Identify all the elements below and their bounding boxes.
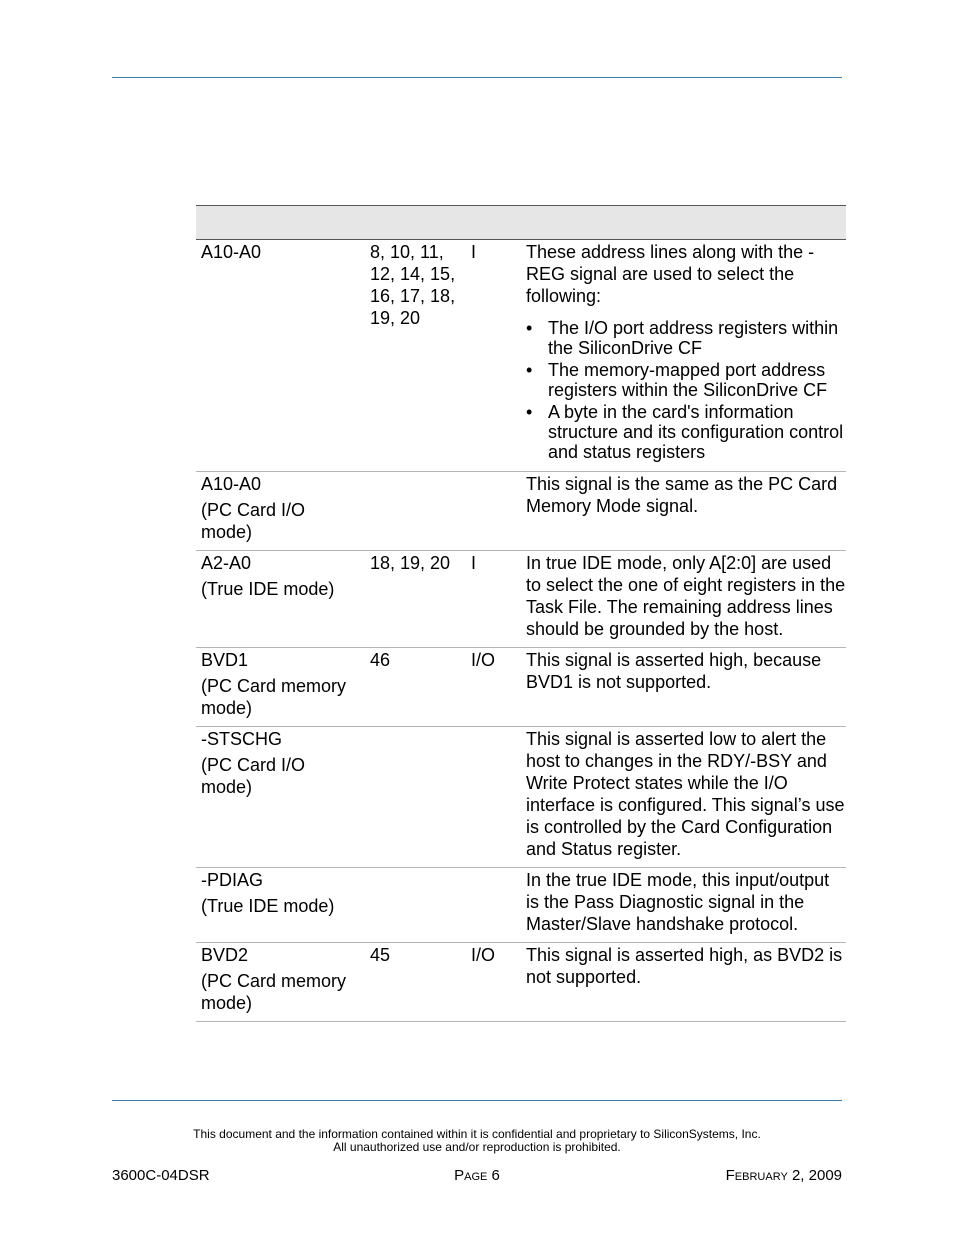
header-cell-pin bbox=[365, 206, 466, 240]
description-text: In the true IDE mode, this input/output is the Pass Diagnostic signal in the Master/Slave handshake protocol. bbox=[526, 870, 830, 934]
description-cell bbox=[521, 868, 846, 943]
pin-cell bbox=[365, 472, 466, 551]
signal-name: -STSCHG bbox=[201, 729, 282, 749]
signal-name: A10-A0 bbox=[201, 242, 262, 262]
signal-cell bbox=[196, 648, 365, 727]
page-number: Page 6 bbox=[454, 1167, 500, 1184]
pin-cell: 45 bbox=[365, 943, 466, 1022]
list-item: • The I/O port address registers within the SiliconDrive CF bbox=[526, 318, 846, 358]
pin-cell: 46 bbox=[365, 648, 466, 727]
table-row bbox=[196, 648, 846, 727]
signal-name: -PDIAG bbox=[201, 870, 264, 890]
notice-line: This document and the information contained within it is confidential and proprietary to SiliconSystems, Inc. bbox=[193, 1127, 761, 1141]
list-item: • The memory-mapped port address registers within the SiliconDrive CF bbox=[526, 360, 846, 400]
signal-cell bbox=[196, 943, 365, 1022]
description-cell bbox=[521, 943, 846, 1022]
signal-name: A2-A0 bbox=[201, 553, 252, 573]
signal-cell bbox=[196, 551, 365, 648]
signal-name: BVD1 bbox=[201, 650, 249, 670]
table-header-row bbox=[196, 206, 846, 240]
type-cell bbox=[466, 868, 521, 943]
header-cell-signal bbox=[196, 206, 365, 240]
signal-cell bbox=[196, 472, 365, 551]
description-text: This signal is asserted low to alert the host to changes in the RDY/-BSY and Write Protect states while the I/O interface is configured. This signal’s use is controlled by the Card Configuration and Status register. bbox=[526, 729, 845, 859]
table-row bbox=[196, 943, 846, 1022]
type-cell: I bbox=[466, 240, 521, 472]
pin-cell bbox=[365, 727, 466, 868]
description-text: This signal is the same as the PC Card Memory Mode signal. bbox=[526, 474, 838, 516]
description-cell bbox=[521, 472, 846, 551]
table-row bbox=[196, 240, 846, 472]
table-row bbox=[196, 868, 846, 943]
pin-cell bbox=[365, 868, 466, 943]
header-cell-description bbox=[521, 206, 846, 240]
type-cell: I/O bbox=[466, 648, 521, 727]
type-cell: I bbox=[466, 551, 521, 648]
description-text: This signal is asserted high, as BVD2 is not supported. bbox=[526, 945, 843, 987]
type-cell: I/O bbox=[466, 943, 521, 1022]
description-text: In true IDE mode, only A[2:0] are used to select the one of eight registers in the Task File. The remaining address lines should be grounded by the host. bbox=[526, 553, 846, 639]
signal-name: A10-A0 bbox=[201, 474, 262, 494]
description-bullet-list bbox=[526, 318, 846, 462]
description-cell bbox=[521, 648, 846, 727]
table-body bbox=[196, 240, 846, 1022]
signal-mode: (True IDE mode) bbox=[201, 896, 335, 916]
signal-description-table bbox=[196, 205, 846, 1022]
signal-cell bbox=[196, 240, 365, 472]
description-cell bbox=[521, 727, 846, 868]
list-item: • A byte in the card's information structure and its configuration control and status registers bbox=[526, 402, 846, 462]
type-cell bbox=[466, 472, 521, 551]
description-text: This signal is asserted high, because BVD1 is not supported. bbox=[526, 650, 822, 692]
signal-cell bbox=[196, 868, 365, 943]
signal-name: BVD2 bbox=[201, 945, 249, 965]
signal-mode: (PC Card I/O mode) bbox=[201, 500, 306, 542]
description-cell bbox=[521, 240, 846, 472]
table-row bbox=[196, 472, 846, 551]
type-cell bbox=[466, 727, 521, 868]
pin-cell: 18, 19, 20 bbox=[365, 551, 466, 648]
table-row bbox=[196, 727, 846, 868]
pin-cell: 8, 10, 11, 12, 14, 15, 16, 17, 18, 19, 20 bbox=[365, 240, 466, 472]
notice-line: All unauthorized use and/or reproduction is prohibited. bbox=[333, 1140, 621, 1154]
description-cell bbox=[521, 551, 846, 648]
header-rule bbox=[112, 77, 842, 78]
confidentiality-notice bbox=[0, 1128, 954, 1154]
signal-cell bbox=[196, 727, 365, 868]
document-number: 3600C-04DSR bbox=[112, 1167, 210, 1184]
signal-mode: (PC Card I/O mode) bbox=[201, 755, 306, 797]
table-row bbox=[196, 551, 846, 648]
document-date: February 2, 2009 bbox=[725, 1167, 842, 1184]
signal-mode: (PC Card memory mode) bbox=[201, 676, 347, 718]
signal-mode: (PC Card memory mode) bbox=[201, 971, 347, 1013]
footer-rule bbox=[112, 1100, 842, 1101]
signal-mode: (True IDE mode) bbox=[201, 579, 335, 599]
description-text: These address lines along with the -REG signal are used to select the following: bbox=[526, 242, 815, 306]
header-cell-type bbox=[466, 206, 521, 240]
